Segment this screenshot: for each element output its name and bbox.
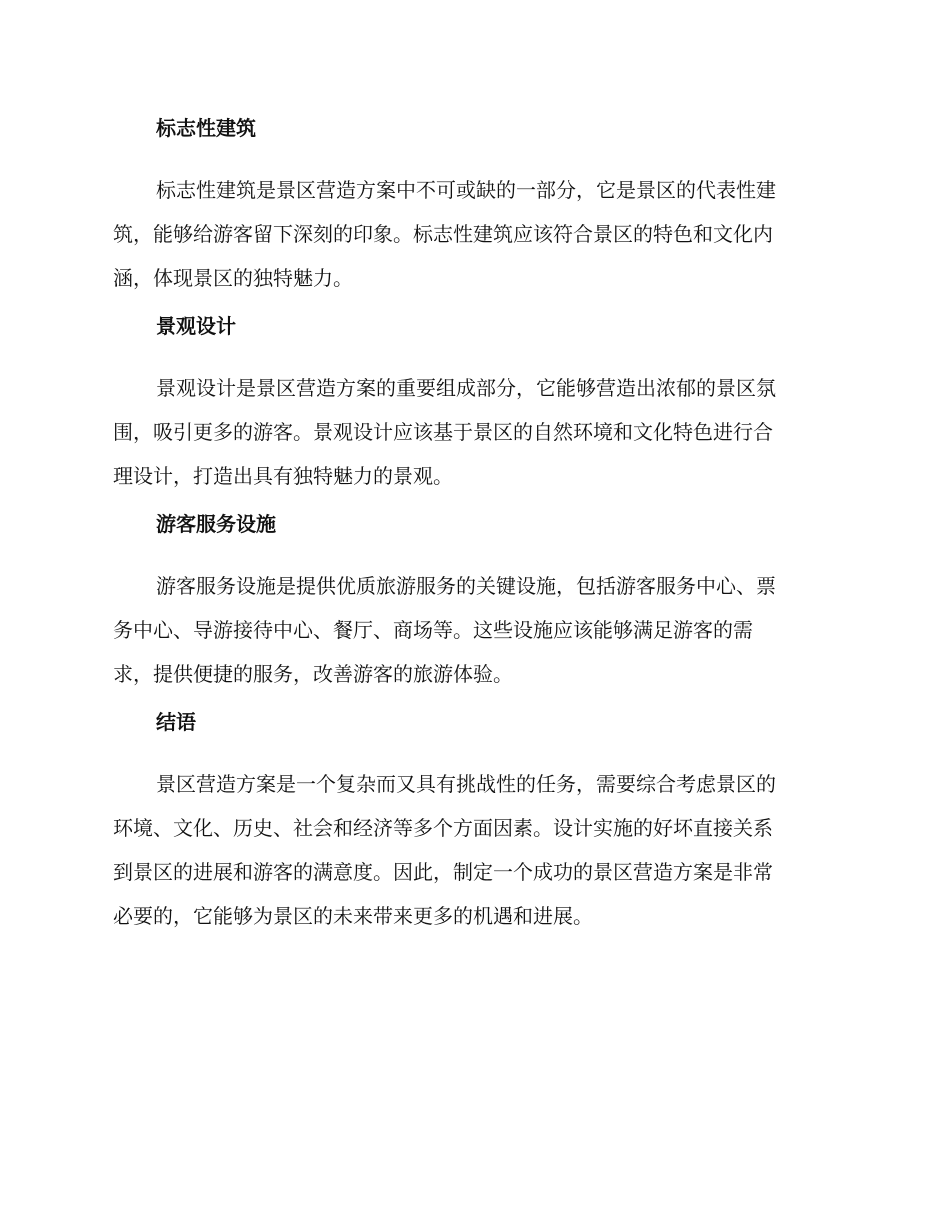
paragraph-line: 涵，体现景区的独特魅力。 [113,266,353,290]
paragraph-line: 到景区的进展和游客的满意度。因此，制定一个成功的景区营造方案是非常 [113,860,773,884]
section-heading-landscape-design: 景观设计 [156,314,236,338]
section-heading-conclusion: 结语 [156,710,196,734]
paragraph-line: 景区营造方案是一个复杂而又具有挑战性的任务，需要综合考虑景区的 [156,772,776,796]
paragraph-line: 游客服务设施是提供优质旅游服务的关键设施，包括游客服务中心、票 [156,574,776,598]
paragraph-line: 理设计，打造出具有独特魅力的景观。 [113,464,453,488]
paragraph-line: 标志性建筑是景区营造方案中不可或缺的一部分，它是景区的代表性建 [156,178,776,202]
paragraph-line: 环境、文化、历史、社会和经济等多个方面因素。设计实施的好坏直接关系 [113,816,773,840]
section-paragraph-conclusion [113,762,833,938]
document-body [113,112,833,948]
paragraph-line: 必要的，它能够为景区的未来带来更多的机遇和进展。 [113,904,593,928]
paragraph-line: 求，提供便捷的服务，改善游客的旅游体验。 [113,662,513,686]
section-heading-landmark-building: 标志性建筑 [156,116,256,140]
section-paragraph-visitor-facilities [113,564,833,696]
section-paragraph-landmark-building [113,168,833,300]
paragraph-line: 筑，能够给游客留下深刻的印象。标志性建筑应该符合景区的特色和文化内 [113,222,773,246]
section-paragraph-landscape-design [113,366,833,498]
paragraph-line: 围，吸引更多的游客。景观设计应该基于景区的自然环境和文化特色进行合 [113,420,773,444]
section-heading-visitor-facilities: 游客服务设施 [156,512,276,536]
paragraph-line: 务中心、导游接待中心、餐厅、商场等。这些设施应该能够满足游客的需 [113,618,753,642]
paragraph-line: 景观设计是景区营造方案的重要组成部分，它能够营造出浓郁的景区氛 [156,376,776,400]
